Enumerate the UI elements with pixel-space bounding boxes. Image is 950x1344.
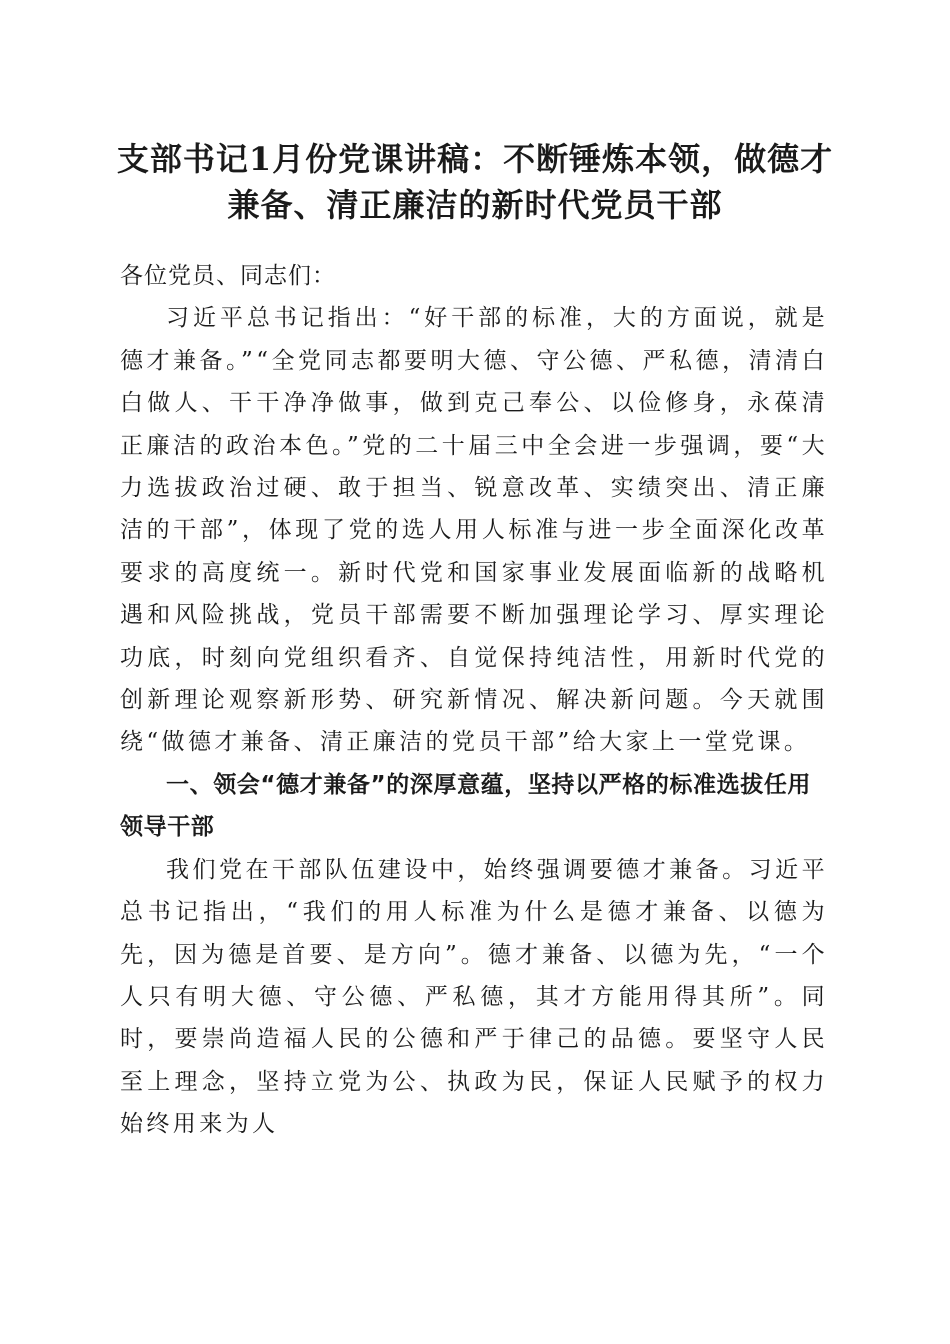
salutation: 各位党员、同志们： [120, 263, 336, 289]
section-1-paragraph: 我们党在干部队伍建设中，始终强调要德才兼备。习近平总书记指出，“我们的用人标准为什么是德才兼备、以德为先，因为德是首要、是方向”。德才兼备、以德为先，“一个人只有明大德、守公德、严私德，其才方能用得其所”。同时，要崇尚造福人民的公德和严于律己的品德。要坚守人民至上理念，坚持立党为公、执政为民，保证人民赋予的权力始终用来为人 [120, 856, 828, 1138]
intro-paragraph: 习近平总书记指出：“好干部的标准，大的方面说，就是德才兼备。”“全党同志都要明大德、守公德、严私德，清清白白做人、干干净净做事，做到克己奉公、以俭修身，永葆清正廉洁的政治本色。”党的二十届三中全会进一步强调，要“大力选拔政治过硬、敢于担当、锐意改革、实绩突出、清正廉洁的干部”，体现了党的选人用人标准与进一步全面深化改革要求的高度统一。新时代党和国家事业发展面临新的战略机遇和风险挑战，党员干部需要不断加强理论学习、厚实理论功底，时刻向党组织看齐、自觉保持纯洁性，用新时代党的创新理论观察新形势、研究新情况、解决新问题。今天就围绕“做德才兼备、清正廉洁的党员干部”给大家上一堂党课。 [120, 305, 828, 756]
section-heading-1: 一、领会“德才兼备”的深厚意蕴，坚持以严格的标准选拔任用领导干部 [120, 771, 812, 841]
document-body [120, 255, 828, 1146]
document-title: 支部书记1月份党课讲稿：不断锤炼本领，做德才兼备、清正廉洁的新时代党员干部 [116, 140, 834, 224]
